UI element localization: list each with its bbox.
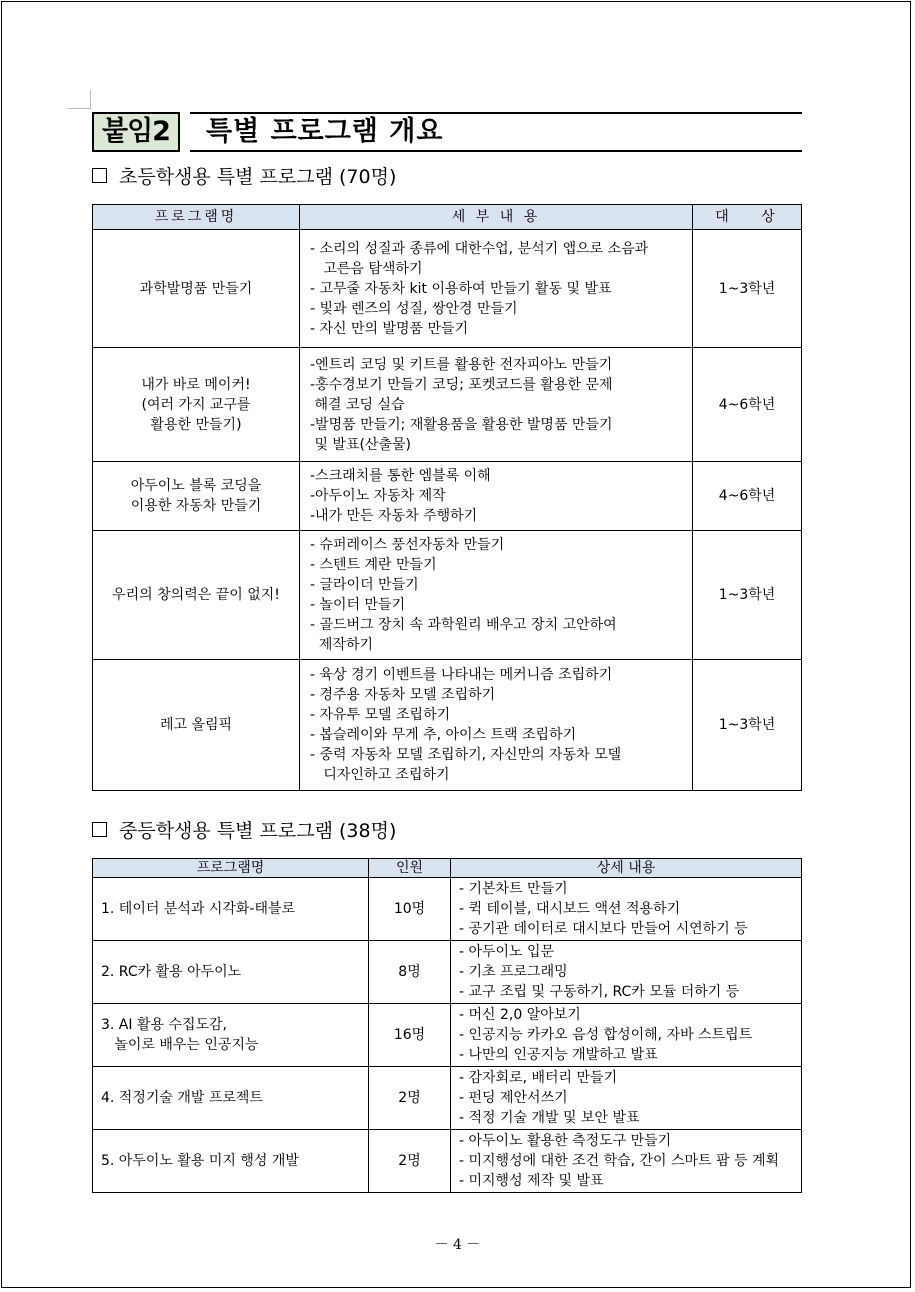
elementary-program-table (92, 204, 802, 791)
attachment-tag: 붙임2 (92, 112, 180, 152)
detail-line: - 머신 2,0 알아보기 (459, 1007, 581, 1023)
detail-line: 디자인하고 조립하기 (310, 767, 450, 783)
column-header: 상세 내용 (451, 859, 802, 878)
program-name-cell (93, 1130, 369, 1193)
program-name-line: 레고 올림픽 (159, 717, 233, 733)
section-heading-middle (92, 819, 396, 843)
program-details-cell (300, 348, 693, 462)
program-name-line: 과학발명품 만들기 (139, 280, 253, 297)
target-grade-cell: 1~3학년 (693, 230, 802, 348)
detail-line: - 적정 기술 개발 및 보안 발표 (459, 1110, 640, 1126)
detail-line: - 고무줄 자동차 kit 이용하여 만들기 활동 및 발표 (310, 280, 612, 297)
detail-line: - 기초 프로그래밍 (459, 964, 568, 980)
detail-line: - 경주용 자동차 모델 조립하기 (310, 687, 496, 703)
page-number: － 4 － (434, 1237, 481, 1253)
detail-line: -발명품 만들기; 재활용품을 활용한 발명품 만들기 (310, 416, 613, 433)
program-details-cell (300, 230, 693, 348)
detail-line: - 소리의 성질과 종류에 대한수업, 분석기 앱으로 소음과 (310, 240, 649, 257)
program-details-cell (451, 878, 802, 941)
detail-line: - 슈퍼레이스 풍선자동차 만들기 (310, 537, 505, 553)
program-name-line: 우리의 창의력은 끝이 없지! (112, 587, 280, 603)
table-row (93, 660, 802, 791)
detail-line: - 인공지능 카카오 음성 합성이해, 자바 스트립트 (459, 1027, 753, 1043)
table-row (93, 1130, 802, 1193)
table-row (93, 348, 802, 462)
program-details-cell (451, 1067, 802, 1130)
middle-program-table (92, 858, 802, 1193)
detail-line: - 자유투 모델 조립하기 (310, 707, 451, 723)
detail-line: - 퀵 테이블, 대시보드 액션 적용하기 (459, 901, 681, 917)
section-heading-text: 초등학생용 특별 프로그램 (70명) (119, 166, 397, 188)
section-heading-elementary (92, 165, 396, 189)
column-header: 프로그램명 (93, 859, 369, 878)
headcount-cell: 10명 (369, 878, 451, 941)
detail-line: - 감자회로, 배터리 만들기 (459, 1070, 618, 1086)
table-row (93, 1004, 802, 1067)
detail-line: - 아두이노 활용한 측정도구 만들기 (459, 1133, 672, 1149)
detail-line: - 글라이더 만들기 (310, 577, 419, 593)
detail-line: - 놀이터 만들기 (310, 597, 406, 613)
program-name-line: 내가 바로 메이커! (141, 376, 251, 393)
detail-line: - 봅슬레이와 무게 추, 아이스 트랙 조립하기 (310, 727, 577, 743)
detail-line: - 스텐트 계란 만들기 (310, 557, 437, 573)
target-grade-cell: 1~3학년 (693, 660, 802, 791)
program-details-cell (300, 660, 693, 791)
detail-line: - 교구 조립 및 구동하기, RC카 모듈 더하기 등 (459, 984, 740, 1000)
column-header: 대 상 (693, 205, 802, 230)
program-name-cell (93, 1004, 369, 1067)
program-details-cell (300, 462, 693, 531)
headcount-cell: 2명 (369, 1130, 451, 1193)
table-row (93, 941, 802, 1004)
checkbox-square-icon (92, 168, 107, 183)
page-title: 특별 프로그램 개요 (206, 116, 444, 147)
program-name-line: (여러 가지 교구를 (141, 396, 251, 413)
table-header-row (93, 205, 802, 230)
program-name-line: 활용한 만들기) (150, 416, 242, 433)
detail-line: 해결 코딩 실습 (310, 396, 405, 413)
detail-line: - 기본차트 만들기 (459, 881, 568, 897)
program-name-line: 아두이노 블록 코딩을 (130, 478, 262, 494)
table-row (93, 1067, 802, 1130)
program-name-line: 3. AI 활용 수집도감, (101, 1017, 228, 1033)
detail-line: -엔트리 코딩 및 키트를 활용한 전자피아노 만들기 (310, 356, 613, 373)
detail-line: - 나만의 인공지능 개발하고 발표 (459, 1047, 658, 1063)
program-name-cell (93, 1067, 369, 1130)
checkbox-square-icon (92, 822, 107, 837)
detail-line: 및 발표(산출물) (310, 436, 411, 453)
program-name-line: 1. 테이터 분석과 시각화-태블로 (101, 901, 296, 917)
detail-line: - 미지행성에 대한 조건 학습, 간이 스마트 팜 등 계획 (459, 1153, 780, 1169)
headcount-cell: 8명 (369, 941, 451, 1004)
program-name-cell (93, 230, 300, 348)
table-row (93, 531, 802, 660)
program-name-cell (93, 941, 369, 1004)
table-row (93, 462, 802, 531)
title-band (190, 112, 802, 152)
program-name-cell (93, 348, 300, 462)
detail-line: - 육상 경기 이벤트를 나타내는 메커니즘 조립하기 (310, 667, 613, 683)
program-details-cell (451, 941, 802, 1004)
headcount-cell: 2명 (369, 1067, 451, 1130)
detail-line: 고른음 탐색하기 (310, 260, 423, 277)
section-heading-text: 중등학생용 특별 프로그램 (38명) (119, 820, 397, 842)
table-header-row (93, 859, 802, 878)
table-row (93, 230, 802, 348)
program-name-cell (93, 531, 300, 660)
detail-line: - 골드버그 장치 속 과학원리 배우고 장치 고안하여 (310, 617, 617, 633)
detail-line: -홍수경보기 만들기 코딩; 포켓코드를 활용한 문제 (310, 376, 613, 393)
program-details-cell (451, 1130, 802, 1193)
program-name-cell (93, 878, 369, 941)
detail-line: - 펀딩 제안서쓰기 (459, 1090, 568, 1106)
headcount-cell: 16명 (369, 1004, 451, 1067)
program-name-cell (93, 660, 300, 791)
detail-line: -아두이노 자동차 제작 (310, 488, 446, 504)
target-grade-cell: 4~6학년 (693, 348, 802, 462)
program-details-cell (300, 531, 693, 660)
title-row (92, 112, 802, 154)
detail-line: -스크래치를 통한 엠블록 이해 (310, 468, 491, 484)
program-details-cell (451, 1004, 802, 1067)
crop-mark (68, 90, 91, 109)
table-row (93, 878, 802, 941)
detail-line: - 공기관 데이터로 대시보다 만들어 시연하기 등 (459, 921, 748, 937)
target-grade-cell: 1~3학년 (693, 531, 802, 660)
program-name-cell (93, 462, 300, 531)
detail-line: - 자신 만의 발명품 만들기 (310, 320, 469, 337)
program-name-line: 4. 적정기술 개발 프로젝트 (101, 1090, 263, 1106)
program-name-line: 5. 아두이노 활용 미지 행성 개발 (101, 1153, 299, 1169)
detail-line: - 미지행성 제작 및 발표 (459, 1173, 604, 1189)
column-header: 세 부 내 용 (300, 205, 693, 230)
target-grade-cell: 4~6학년 (693, 462, 802, 531)
detail-line: - 빛과 렌즈의 성질, 쌍안경 만들기 (310, 300, 518, 317)
program-name-line: 이용한 자동차 만들기 (130, 498, 262, 514)
detail-line: - 중력 자동차 모델 조립하기, 자신만의 자동차 모델 (310, 747, 622, 763)
program-name-line: 놀이로 배우는 인공지능 (101, 1037, 259, 1053)
column-header: 프로그램명 (93, 205, 300, 230)
program-name-line: 2. RC카 활용 아두이노 (101, 964, 242, 980)
detail-line: -내가 만든 자동차 주행하기 (310, 508, 478, 524)
detail-line: - 아두이노 입문 (459, 944, 555, 960)
column-header: 인원 (369, 859, 451, 878)
detail-line: 제작하기 (310, 637, 373, 653)
